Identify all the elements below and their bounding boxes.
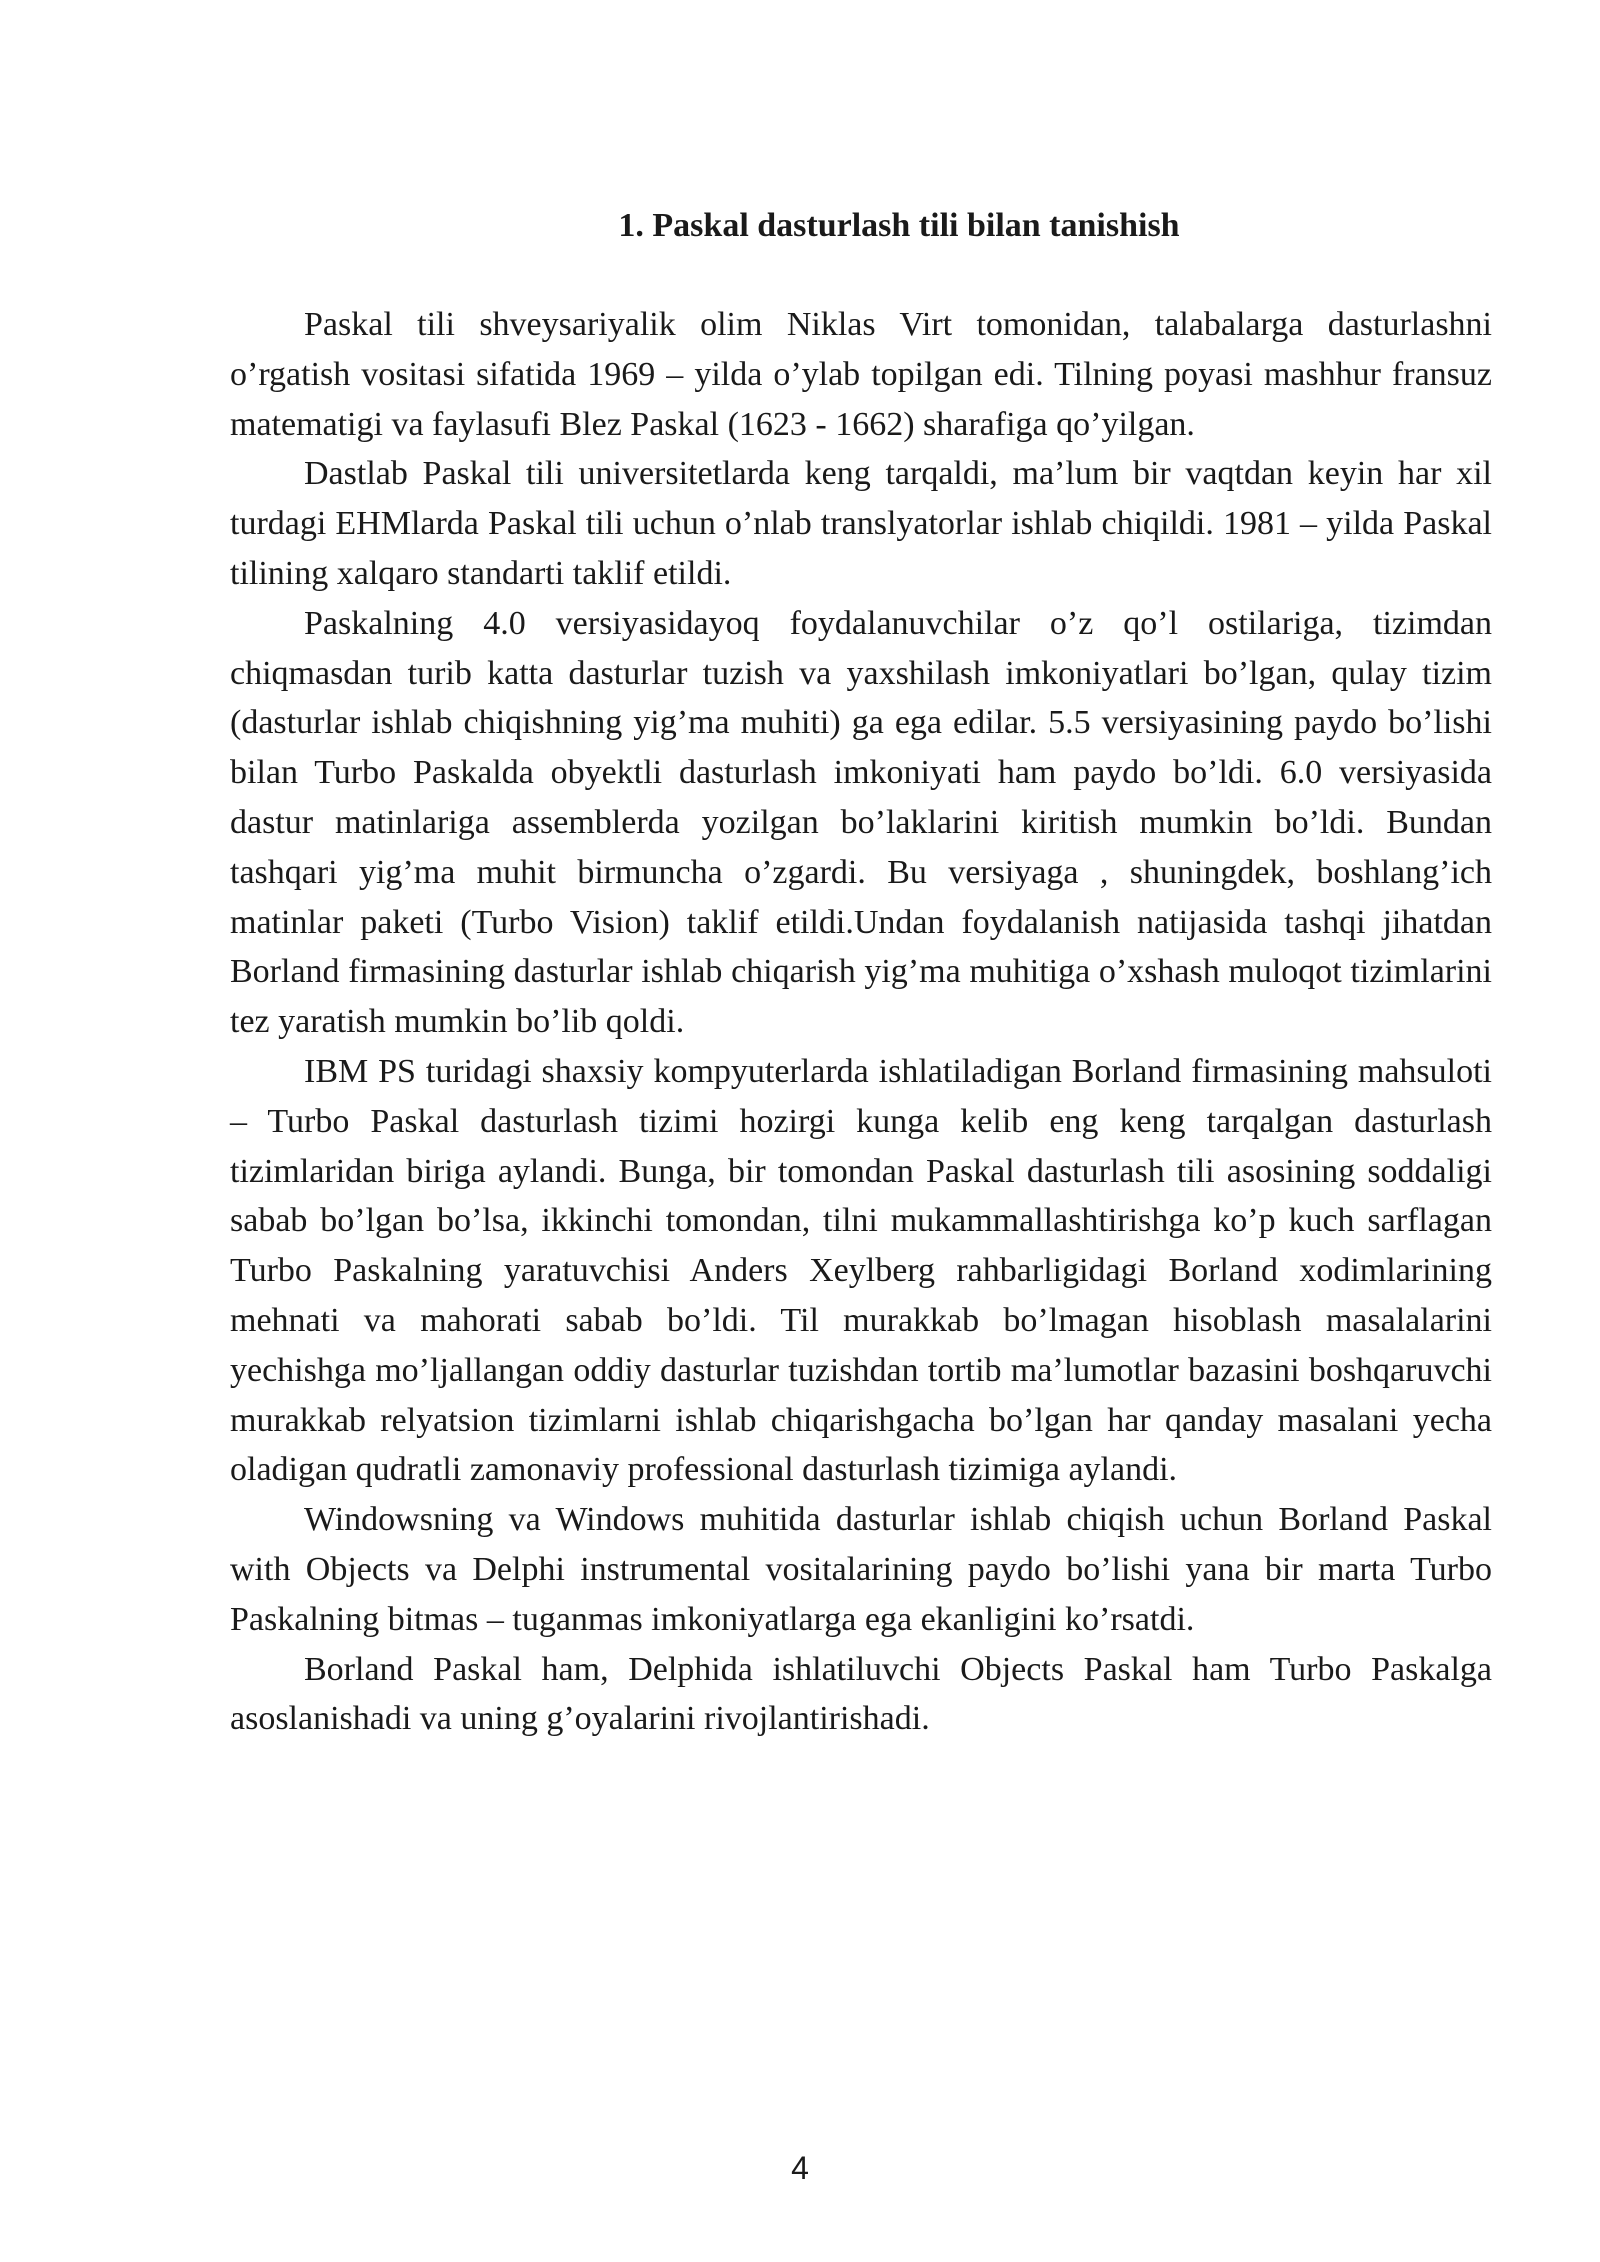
paragraph: Borland Paskal ham, Delphida ishlatiluvchi Objects Paskal ham Turbo Paskalga asoslanishadi va uning g’oyalarini rivojlantirishadi. xyxy=(230,1650,1492,1738)
paragraph: Paskal tili shveysariyalik olim Niklas Virt tomonidan, talabalarga dasturlashni o’rgatish vositasi sifatida 1969 – yilda o’ylab topilgan edi. Tilning poyasi mashhur fransuz matematigi va faylasufi Blez Paskal (1623 - 1662) sharafiga qo’yilgan. xyxy=(230,306,1492,443)
paragraph: Windowsning va Windows muhitida dasturlar ishlab chiqish uchun Borland Paskal with Objects va Delphi instrumental vositalarining paydo bo’lishi yana bir marta Turbo Paskalning bitmas – tuganmas imkoniyatlarga ega ekanligini ko’rsatdi. xyxy=(230,1501,1492,1638)
paragraph: Paskalning 4.0 versiyasidayoq foydalanuvchilar o’z qo’l ostilariga, tizimdan chiqmasdan turib katta dasturlar tuzish va yaxshilash imkoniyatlari bo’lgan, qulay tizim (dasturlar ishlab chiqishning yig’ma muhiti) ga ega edilar. 5.5 versiyasining paydo bo’lishi bilan Turbo Paskalda obyektli dasturlash imkoniyati ham paydo bo’ldi. 6.0 versiyasida dastur matinlariga assemblerda yozilgan bo’laklarini kiritish mumkin bo’ldi. Bundan tashqari yig’ma muhit birmuncha o’zgardi. Bu versiyaga , shuningdek, boshlang’ich matinlar paketi (Turbo Vision) taklif etildi.Undan foydalanish natijasida tashqi jihatdan Borland firmasining dasturlar ishlab chiqarish yig’ma muhitiga o’xshash muloqot tizimlarini tez yaratish mumkin bo’lib qoldi. xyxy=(230,604,1492,1041)
paragraph: Dastlab Paskal tili universitetlarda keng tarqaldi, ma’lum bir vaqtdan keyin har xil turdagi EHMlarda Paskal tili uchun o’nlab translyatorlar ishlab chiqildi. 1981 – yilda Paskal tilining xalqaro standarti taklif etildi. xyxy=(230,455,1492,592)
body-text xyxy=(230,300,1492,1744)
section-heading: 1. Paskal dasturlash tili bilan tanishish xyxy=(618,207,1180,244)
page-number: 4 xyxy=(791,2150,809,2186)
paragraph: IBM PS turidagi shaxsiy kompyuterlarda ishlatiladigan Borland firmasining mahsuloti – Turbo Paskal dasturlash tizimi hozirgi kunga kelib eng keng tarqalgan dasturlash tizimlaridan biriga aylandi. Bunga, bir tomondan Paskal dasturlash tili asosining soddaligi sabab bo’lgan bo’lsa, ikkinchi tomondan, tilni mukammallashtirishga ko’p kuch sarflagan Turbo Paskalning yaratuvchisi Anders Xeylberg rahbarligidagi Borland xodimlarining mehnati va mahorati sabab bo’ldi. Til murakkab bo’lmagan hisoblash masalalarini yechishga mo’ljallangan oddiy dasturlar tuzishdan tortib ma’lumotlar bazasini boshqaruvchi murakkab relyatsion tizimlarni ishlab chiqarishgacha bo’lgan har qanday masalani yecha oladigan qudratli zamonaviy professional dasturlash tizimiga aylandi. xyxy=(230,1052,1492,1489)
